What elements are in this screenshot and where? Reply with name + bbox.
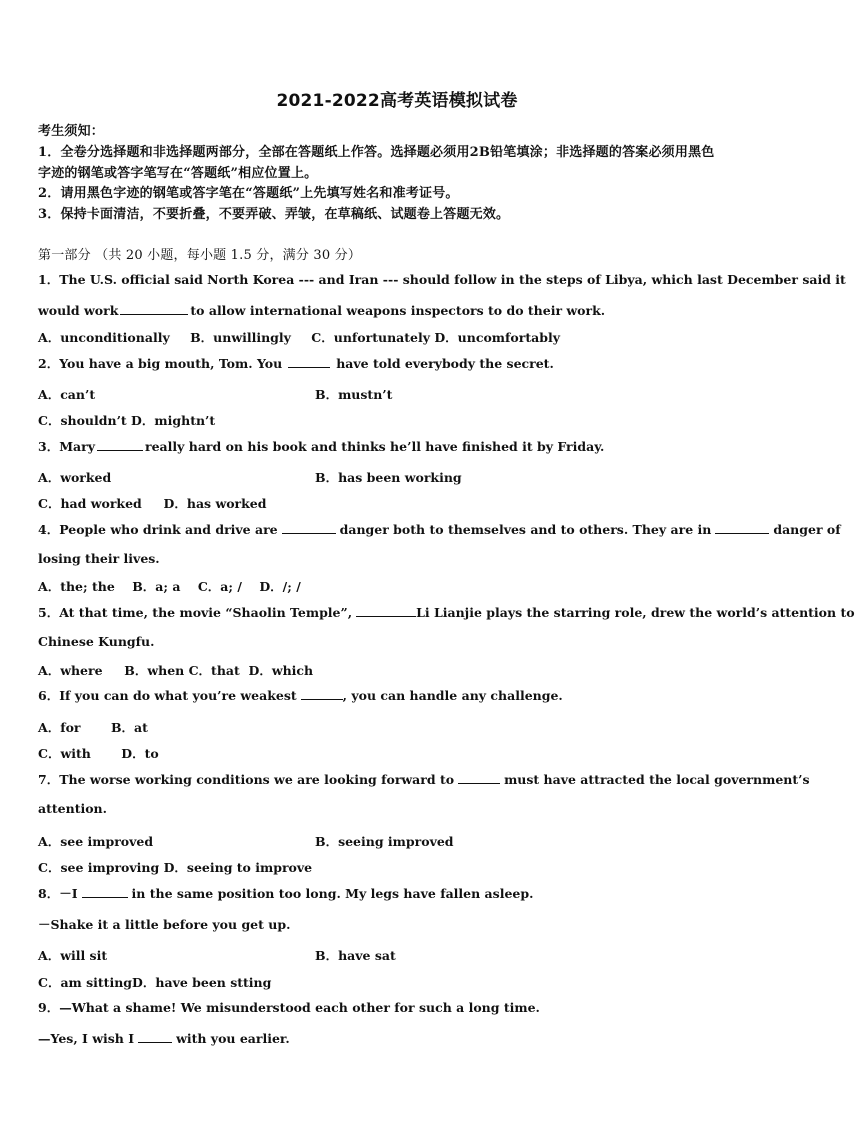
option-a: A．unconditionally (38, 330, 170, 345)
question-text: 7．The worse working conditions we are looking forward to (38, 772, 455, 787)
option-cd: C．unfortunately D．uncomfortably (311, 330, 560, 345)
notice-item: 字迹的钢笔或答字笔写在“答题纸”相应位置上。 (38, 166, 318, 181)
question-text: really hard on his book and thinks he’ll have finished it by Friday. (144, 439, 605, 454)
question-7-stem (38, 770, 810, 788)
question-2-stem (38, 354, 554, 372)
question-7-stem-cont: attention. (38, 801, 107, 816)
answer-blank (356, 604, 416, 617)
question-text: Li Lianjie plays the starring role, drew the world’s attention to (416, 605, 855, 620)
question-text: to allow international weapons inspectors to do their work. (190, 303, 606, 318)
question-7-option-a: A．see improved (38, 834, 154, 849)
question-7-option-b: B．seeing improved (315, 834, 454, 849)
question-3-option-a: A．worked (38, 470, 112, 485)
question-9-stem: 9．—What a shame! We misunderstood each other for such a long time. (38, 1000, 540, 1015)
question-7-option-cd: C．see improving D．seeing to improve (38, 860, 313, 875)
question-text: , you can handle any challenge. (342, 688, 563, 703)
question-text: would work (38, 303, 119, 318)
notice-item: 2．请用黑色字迹的钢笔或答字笔在“答题纸”上先填写姓名和准考证号。 (38, 186, 459, 201)
question-6-options-cd: C．with D．to (38, 746, 159, 761)
question-text: danger both to themselves and to others. They are in (339, 522, 712, 537)
answer-blank (715, 521, 769, 534)
question-text: danger of (773, 522, 841, 537)
question-text: 5．At that time, the movie “Shaolin Temple”, (38, 605, 353, 620)
question-2-option-b: B．mustn’t (315, 387, 393, 402)
answer-blank (301, 687, 343, 700)
question-text: have told everybody the secret. (336, 356, 554, 371)
question-1-stem: 1．The U.S. official said North Korea --- and Iran --- should follow in the steps of Libya, which last December said it (38, 272, 846, 287)
question-4-stem-cont: losing their lives. (38, 551, 160, 566)
question-text: in the same position too long. My legs have fallen asleep. (131, 886, 534, 901)
question-1-options (38, 328, 560, 346)
question-3-option-cd: C．had worked D．has worked (38, 496, 267, 511)
answer-blank (282, 521, 336, 534)
question-4-stem (38, 520, 841, 538)
answer-blank (97, 438, 143, 451)
question-2-option-cd: C．shouldn’t D．mightn’t (38, 413, 216, 428)
question-text: —Yes, I wish I (38, 1031, 135, 1046)
question-2-option-a: A．can’t (38, 387, 96, 402)
question-text: 2．You have a big mouth, Tom. You (38, 356, 283, 371)
question-text: with you earlier. (176, 1031, 290, 1046)
question-text: must have attracted the local government’s (504, 772, 810, 787)
notice-item: 3．保持卡面清洁，不要折叠，不要弄破、弄皱，在草稿纸、试题卷上答题无效。 (38, 207, 510, 222)
option-b: B．unwillingly (190, 330, 291, 345)
question-8-stem-cont: －Shake it a little before you get up. (38, 917, 291, 932)
question-6-options-ab: A．for B．at (38, 720, 148, 735)
question-6-stem (38, 686, 563, 704)
question-4-options: A．the; the B．a; a C．a; / D．/; / (38, 579, 301, 594)
question-3-option-b: B．has been working (315, 470, 462, 485)
answer-blank (120, 302, 188, 315)
answer-blank (82, 885, 128, 898)
question-8-option-cd: C．am sittingD．have been stting (38, 975, 272, 990)
question-9-stem-cont (38, 1030, 290, 1046)
question-8-stem (38, 884, 533, 902)
answer-blank (458, 771, 500, 784)
question-text: 8．－I (38, 886, 78, 901)
question-5-stem (38, 603, 855, 621)
section-heading: 第一部分 （共 20 小题，每小题 1.5 分，满分 30 分） (38, 248, 362, 263)
question-8-option-b: B．have sat (315, 948, 396, 963)
question-1-stem-cont (38, 302, 605, 318)
page-title: 2021-2022高考英语模拟试卷 (276, 91, 518, 111)
question-text: 6．If you can do what you’re weakest (38, 688, 297, 703)
question-5-stem-cont: Chinese Kungfu. (38, 634, 155, 649)
answer-blank (288, 355, 330, 368)
question-8-option-a: A．will sit (38, 948, 108, 963)
answer-blank (138, 1030, 172, 1043)
question-5-options: A．where B．when C．that D．which (38, 663, 314, 678)
question-3-stem (38, 437, 604, 455)
question-text: 3．Mary (38, 439, 95, 454)
question-text: 4．People who drink and drive are (38, 522, 278, 537)
notice-item: 1．全卷分选择题和非选择题两部分，全部在答题纸上作答。选择题必须用2B铅笔填涂；非选择题的答案必须用黑色 (38, 145, 715, 160)
notice-heading: 考生须知： (38, 124, 105, 139)
